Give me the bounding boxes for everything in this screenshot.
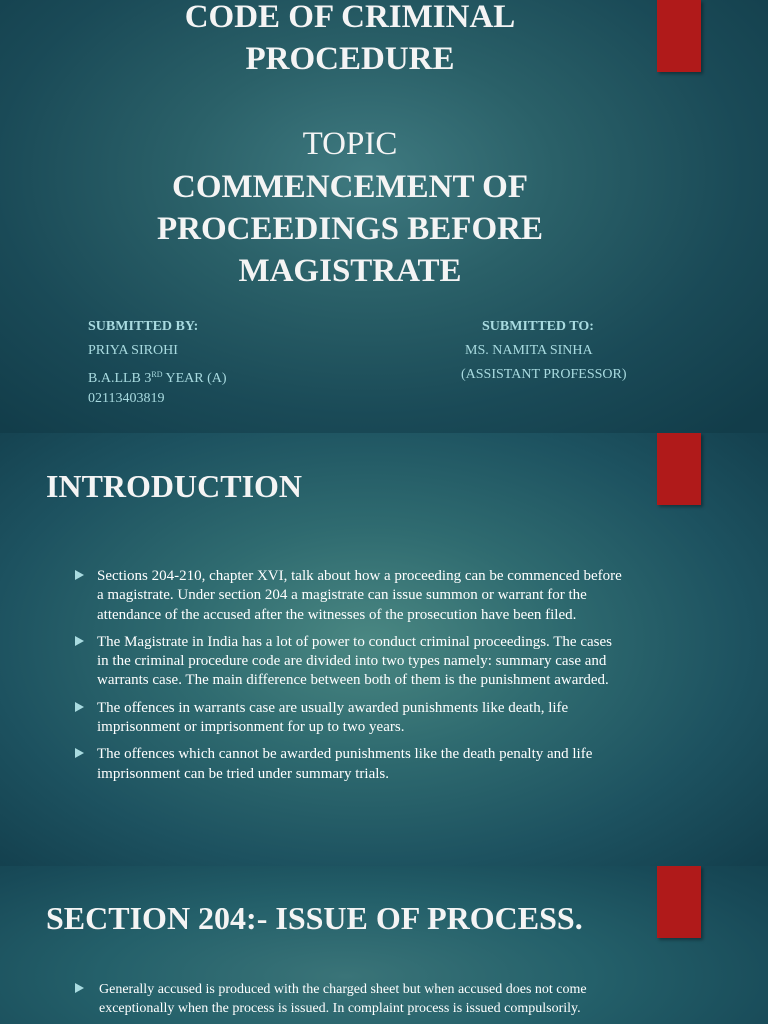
bullet-text: The Magistrate in India has a lot of power to conduct criminal proceedings. The cases in the criminal procedure code are divided into two types namely: summary case and warrants case. The main difference between both of them is the punishment awarded.	[97, 633, 612, 689]
slide-title-heading	[100, 0, 600, 80]
recipient-name: MS. NAMITA SINHA	[465, 343, 593, 358]
slide-section-204	[0, 866, 768, 1024]
course-text: YEAR (A)	[162, 371, 227, 386]
bullet-arrow-icon	[75, 636, 84, 646]
section-204-bullet-list	[75, 980, 625, 1024]
recipient-role: (ASSISTANT PROFESSOR)	[461, 367, 627, 382]
title-line: CODE OF CRIMINAL	[184, 0, 516, 35]
list-item	[75, 633, 625, 691]
list-item	[75, 980, 625, 1018]
introduction-bullet-list	[75, 567, 625, 792]
submitter-name: PRIYA SIROHI	[88, 343, 178, 358]
slide-title	[0, 0, 768, 433]
red-accent-bar	[657, 433, 701, 505]
topic-line: PROCEEDINGS BEFORE	[157, 211, 543, 247]
submitted-by-label: SUBMITTED BY:	[88, 319, 199, 334]
bullet-arrow-icon	[75, 570, 84, 580]
bullet-text: The offences which cannot be awarded punishments like the death penalty and life imprisonment can be tried under summary trials.	[97, 746, 593, 782]
list-item	[75, 745, 625, 784]
list-item	[75, 699, 625, 738]
course-text: B.A.LLB 3	[88, 371, 152, 386]
bullet-text: The offences in warrants case are usually awarded punishments like death, life imprisonment or imprisonment for up to two years.	[97, 699, 569, 736]
topic-line: COMMENCEMENT OF	[172, 169, 528, 205]
list-item	[75, 567, 625, 625]
course-superscript: RD	[151, 370, 163, 379]
bullet-text: Generally accused is produced with the charged sheet but when accused does not come exceptionally when the process is issued. In complaint process is issued compulsorily.	[99, 982, 587, 1016]
bullet-arrow-icon	[75, 748, 84, 758]
section-204-heading: SECTION 204:- ISSUE OF PROCESS.	[46, 900, 583, 936]
topic-line: MAGISTRATE	[238, 253, 462, 289]
submitted-to-label: SUBMITTED TO:	[482, 319, 594, 334]
red-accent-bar	[657, 866, 701, 938]
topic-label: TOPIC	[302, 126, 398, 162]
introduction-heading: INTRODUCTION	[46, 468, 303, 504]
bullet-arrow-icon	[75, 702, 84, 712]
bullet-arrow-icon	[75, 983, 84, 993]
topic-title	[100, 166, 600, 292]
red-accent-bar	[657, 0, 701, 72]
bullet-text: Sections 204-210, chapter XVI, talk about how a proceeding can be commenced before a magistrate. Under section 204 a magistrate can issue summon or warrant for the attendance of the accused after the witnesses of the prosecution have been filed.	[97, 568, 622, 623]
title-line: PROCEDURE	[245, 41, 455, 77]
submitter-roll-number: 02113403819	[88, 391, 165, 406]
slide-introduction	[0, 433, 768, 866]
